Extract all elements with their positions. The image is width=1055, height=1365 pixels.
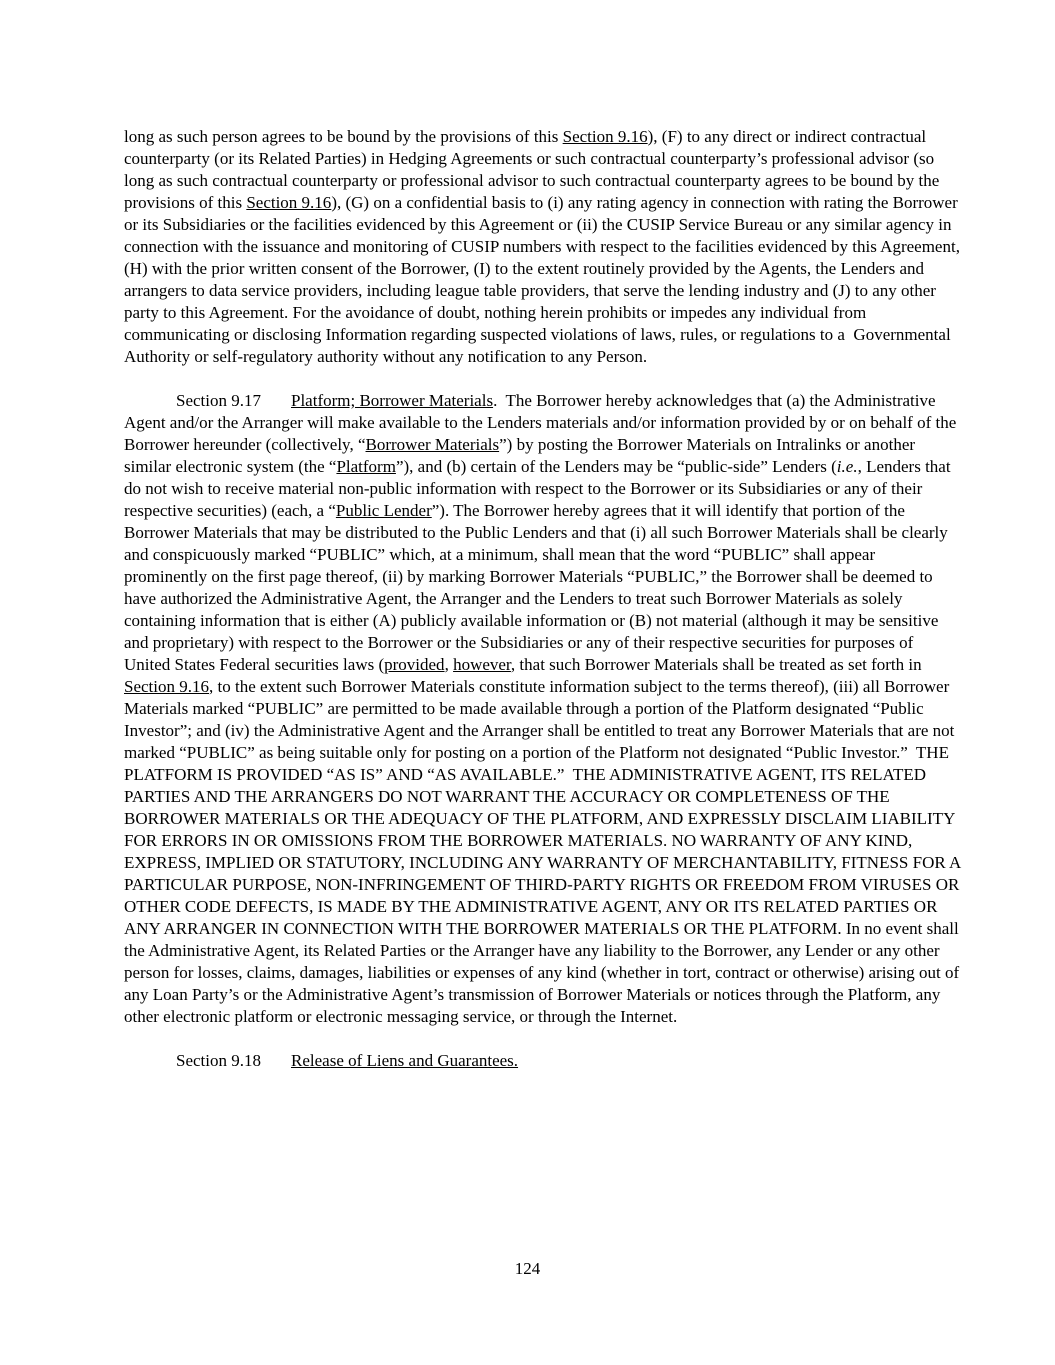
text-run: ”) by posting the Borrower Materials on Intralinks or another similar electronic system (the “: [124, 435, 920, 476]
italic-text: i.e.: [836, 457, 858, 476]
underlined-text: provided: [384, 655, 445, 674]
text-run: long as such person agrees to be bound by the provisions of this: [124, 127, 563, 146]
underlined-text: Platform; Borrower Materials: [291, 391, 494, 410]
text-run: , Lenders that do not wish to receive material non-public information with respect to the Borrower or its Subsidiaries or any of their respective securities) (each, a “: [124, 457, 955, 520]
text-run: ”). The Borrower hereby agrees that it will identify that portion of the Borrower Materials that may be distributed to the Public Lenders and that (i) all such Borrower Materials shall be clearly and conspicuously marked “PUBLIC” which, at a minimum, shall mean that the word “PUBLIC” shall appear prominently on the first page thereof, (ii) by marking Borrower Materials “PUBLIC,” the Borrower shall be deemed to have authorized the Administrative Agent, the Arranger and the Lenders to treat such Borrower Materials as solely containing information that is either (A) publicly available information or (B) not material (although it may be sensitive and proprietary) with respect to the Borrower or the Subsidiaries or any of their respective securities for purposes of United States Federal securities laws (: [124, 501, 953, 674]
page-number: 124: [514, 1259, 541, 1278]
text-run: Section 9.17: [176, 391, 261, 410]
text-run: ), (G) on a confidential basis to (i) any rating agency in connection with rating the Borrower or its Subsidiaries or the facilities evidenced by this Agreement or (ii) the CUSIP Service Bureau or any similar agency in connection with the issuance and monitoring of CUSIP numbers with respect to the facilities evidenced by this Agreement, (H) with the prior written consent of the Borrower, (I) to the extent routinely provided by the Agents, the Lenders and arrangers to data service providers, including league table providers, that serve the lending industry and (J) to any other party to this Agreement. For the avoidance of doubt, nothing herein prohibits or impedes any individual from communicating or disclosing Information regarding suspected violations of laws, rules, or regulations to a Governmental Authority or self-regulatory authority without any notification to any Person.: [124, 193, 965, 366]
underlined-text: Public Lender: [335, 501, 432, 520]
text-run: , to the extent such Borrower Materials constitute information subject to the terms thereof), (iii) all Borrower Materials marked “PUBLIC” are permitted to be made available through a portion of the Platform designated “Public Investor”; and (iv) the Administrative Agent and the Arranger shall be entitled to treat any Borrower Materials that are not marked “PUBLIC” as being suitable only for posting on a portion of the Platform not designated “Public Investor.” THE PLATFORM IS PROVIDED “AS IS” AND “AS AVAILABLE.” THE ADMINISTRATIVE AGENT, ITS RELATED PARTIES AND THE ARRANGERS DO NOT WARRANT THE ACCURACY OR COMPLETENESS OF THE BORROWER MATERIALS OR THE ADEQUACY OF THE PLATFORM, AND EXPRESSLY DISCLAIM LIABILITY FOR ERRORS IN OR OMISSIONS FROM THE BORROWER MATERIALS. NO WARRANTY OF ANY KIND, EXPRESS, IMPLIED OR STATUTORY, INCLUDING ANY WARRANTY OF MERCHANTABILITY, FITNESS FOR A PARTICULAR PURPOSE, NON-INFRINGEMENT OF THIRD-PARTY RIGHTS OR FREEDOM FROM VIRUSES OR OTHER CODE DEFECTS, IS MADE BY THE ADMINISTRATIVE AGENT, ANY OR ITS RELATED PARTIES OR ANY ARRANGER IN CONNECTION WITH THE BORROWER MATERIALS OR THE PLATFORM. In no event shall the Administrative Agent, its Related Parties or the Arranger have any liability to the Borrower, any Lender or any other person for losses, claims, damages, liabilities or expenses of any kind (whether in tort, contract or otherwise) arising out of any Loan Party’s or the Administrative Agent’s transmission of Borrower Materials or notices through the Platform, any other electronic platform or electronic messaging service, or through the Internet.: [124, 677, 965, 1026]
paragraph-confidentiality-continuation: [124, 126, 965, 368]
underlined-text: Section 9.16: [246, 193, 332, 212]
underlined-text: Borrower Materials: [365, 435, 500, 454]
underlined-text: Platform: [336, 457, 396, 476]
paragraph-section-9-17-platform-borrower-materials: [124, 390, 965, 1028]
underlined-text: Release of Liens and Guarantees.: [291, 1051, 519, 1070]
text-run: , that such Borrower Materials shall be treated as set forth in: [510, 655, 926, 674]
underlined-text: however: [453, 655, 511, 674]
text-run: ,: [444, 655, 454, 674]
underlined-text: Section 9.16: [562, 127, 648, 146]
paragraph-section-9-18-release-of-liens: [124, 1050, 962, 1072]
underlined-text: Section 9.16: [124, 677, 209, 696]
text-run: ”), and (b) certain of the Lenders may be “public-side” Lenders (: [395, 457, 837, 476]
text-run: Section 9.18: [176, 1051, 261, 1070]
text-run: ), (F) to any direct or indirect contractual counterparty (or its Related Parties) in Hedging Agreements or such contractual counterparty’s professional advisor (so long as such contractual counterparty or professional advisor to such contractual counterparty agrees to be bound by the provisions of this: [124, 127, 944, 212]
text-run: . The Borrower hereby acknowledges that (a) the Administrative Agent and/or the Arranger will make available to the Lenders materials and/or information provided by or on behalf of the Borrower hereunder (collectively, “: [124, 391, 961, 454]
document-body: [124, 126, 965, 1094]
